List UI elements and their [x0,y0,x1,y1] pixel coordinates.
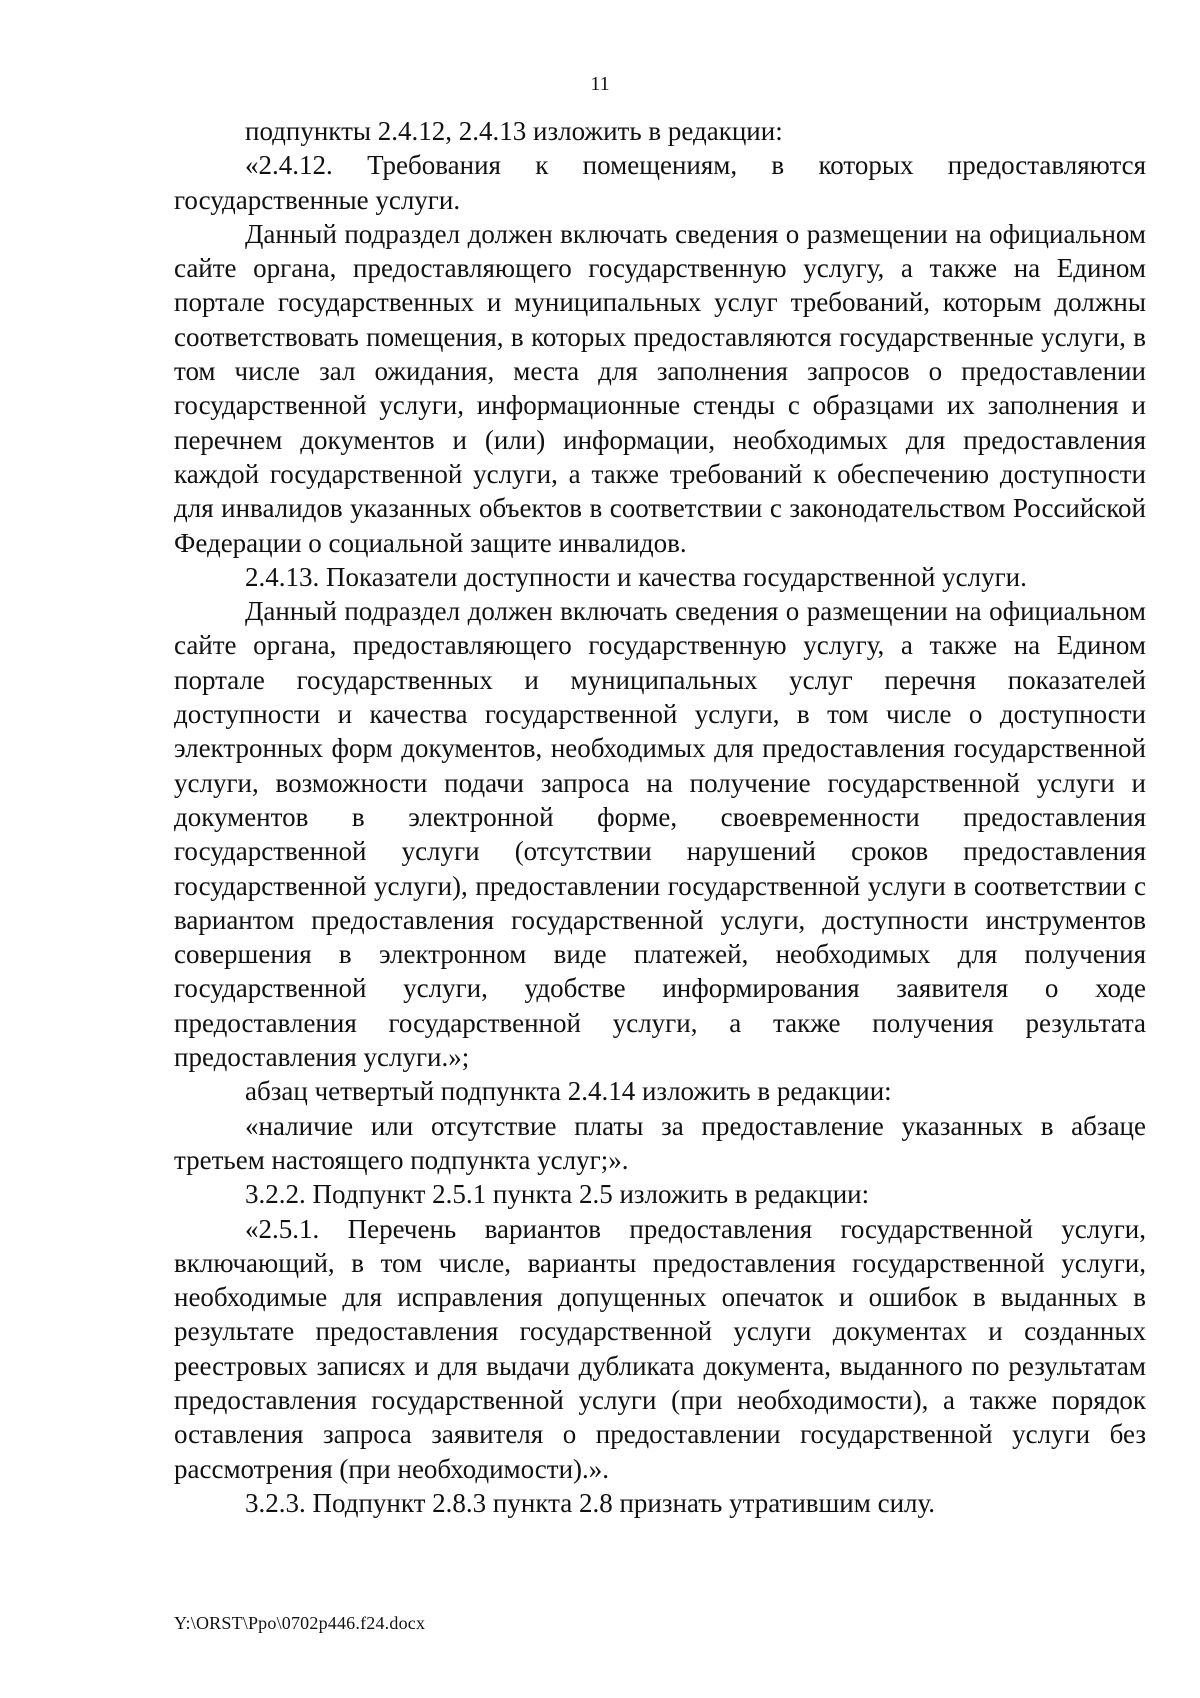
page-number: 11 [590,73,610,95]
paragraph-2-4-13-title: 2.4.13. Показатели доступности и качества государственной услуги. [245,561,1027,592]
paragraph-2-4-14-intro: абзац четвертый подпункта 2.4.14 изложить в редакции: [245,1076,892,1107]
paragraph-2-4-13-body: Данный подраздел должен включать сведения о размещении на официальном сайте органа, предоставляющего государственную услугу, а также на Едином портале государственных и муниципальных услуг перечня показателей доступности и качества государственной услуги, в том числе о доступности электронных форм документов, необходимых для предоставления государственной услуги, возможности подачи запроса на получение государственной услуги и документов в электронной форме, своевременности предоставления государственной услуги (отсутствии нарушений сроков предоставления государственной услуги), предоставлении государственной услуги в соответствии с вариантом предоставления государственной услуги, доступности инструментов совершения в электронном виде платежей, необходимых для получения государственной услуги, удобстве информирования заявителя о ходе предоставления государственной услуги, а также получения результата предоставления услуги.»; [174,596,1146,1073]
paragraph-2-4-12-title: «2.4.12. Требования к помещениям, в которых предоставляются государственные услуги. [174,150,1146,215]
paragraph-2-5-1: «2.5.1. Перечень вариантов предоставления государственной услуги, включающий, в том числе, варианты предоставления государственной услуги, необходимые для исправления допущенных опечаток и ошибок в выданных в результате предоставления государственной услуги документах и созданных реестровых записях и для выдачи дубликата документа, выданного по результатам предоставления государственной услуги (при необходимости), а также порядок оставления запроса заявителя о предоставлении государственной услуги без рассмотрения (при необходимости).». [174,1213,1146,1484]
document-body [174,114,1146,1520]
paragraph-3-2-2: 3.2.2. Подпункт 2.5.1 пункта 2.5 изложить в редакции: [245,1179,870,1210]
paragraph-3-2-3: 3.2.3. Подпункт 2.8.3 пункта 2.8 признать утратившим силу. [245,1487,936,1518]
paragraph-2-4-14-text: «наличие или отсутствие платы за предоставление указанных в абзаце третьем настоящего подпункта услуг;». [174,1110,1146,1175]
file-path-footer: Y:\ORST\Ppo\0702p446.f24.docx [174,1613,426,1633]
paragraph-2-4-12-body: Данный подраздел должен включать сведения о размещении на официальном сайте органа, предоставляющего государственную услугу, а также на Едином портале государственных и муниципальных услуг требований, которым должны соответствовать помещения, в которых предоставляются государственные услуги, в том числе зал ожидания, места для заполнения запросов о предоставлении государственной услуги, информационные стенды с образцами их заполнения и перечнем документов и (или) информации, необходимых для предоставления каждой государственной услуги, а также требований к обеспечению доступности для инвалидов указанных объектов в соответствии с законодательством Российской Федерации о социальной защите инвалидов. [174,218,1146,558]
paragraph-intro-2-4-12: подпункты 2.4.12, 2.4.13 изложить в редакции: [245,116,783,146]
